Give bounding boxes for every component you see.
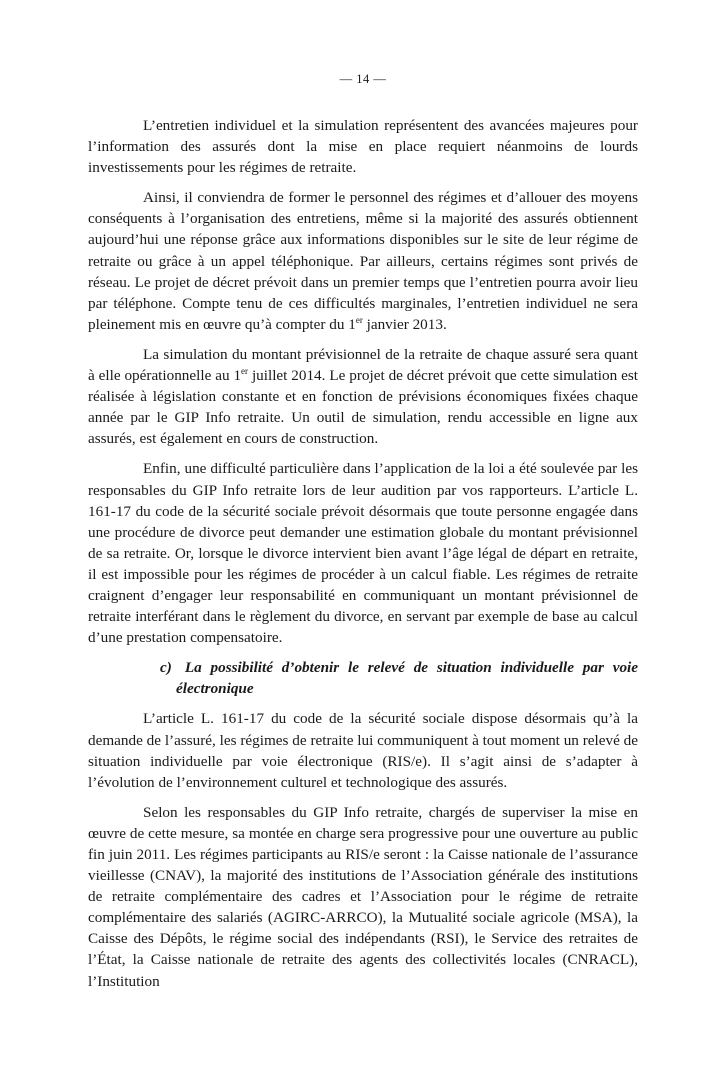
paragraph-2-superscript: er xyxy=(355,314,363,325)
page-number: — 14 — xyxy=(339,72,387,86)
paragraph-6: Selon les responsables du GIP Info retraite, chargés de superviser la mise en œuvre de cette mesure, sa montée en charge sera progressive pour une ouverture au public fin juin 2011. Les régimes participants au RIS/e seront : la Caisse nationale de l’assurance vieillesse (CNAV), la majorité des institutions de l’Association générale des institutions de retraite complémentaire des cadres et l’Association pour le régime de retraite complémentaire des salariés (AGIRC-ARRCO), la Mutualité sociale agricole (MSA), la Caisse des Dépôts, le régime social des indépendants (RSI), le Service des retraites de l’État, la Caisse nationale de retraite des agents des collectivités locales (CNRACL), l’Institution xyxy=(88,803,638,990)
document-body xyxy=(88,115,638,1001)
paragraph-5: L’article L. 161-17 du code de la sécurité sociale dispose désormais qu’à la demande de l’assuré, les régimes de retraite lui communiquent à tout moment un relevé de situation individuelle par voie électronique (RIS/e). Il s’agit ainsi de s’adapter à l’évolution de l’environnement culturel et technologique des assurés. xyxy=(88,710,638,791)
paragraph-4: Enfin, une difficulté particulière dans l’application de la loi a été soulevée par les responsables du GIP Info retraite lors de leur audition par vos rapporteurs. L’article L. 161-17 du code de la sécurité sociale prévoit désormais que toute personne engagée dans une procédure de divorce peut demander une estimation globale du montant prévisionnel de sa retraite. Or, lorsque le divorce intervient bien avant l’âge légal de départ en retraite, il est impossible pour les régimes de procéder à un calcul fiable. Les régimes de retraite craignent d’engager leur responsabilité en communiquant un montant prévisionnel de retraite interférant dans le règlement du divorce, en servant par exemple de base au calcul d’une prestation compensatoire. xyxy=(88,460,638,647)
paragraph-3-superscript: er xyxy=(241,366,249,377)
paragraph-2-text: Ainsi, il conviendra de former le personnel des régimes et d’allouer des moyens conséquents à l’organisation des entretiens, même si la majorité des assurés obtiennent aujourd’hui une réponse grâce aux informations disponibles sur le site de leur régime de retraite ou grâce à un appel téléphonique. Par ailleurs, certains régimes sont privés de réseau. Le projet de décret prévoit dans un premier temps que l’entretien pourra avoir lieu par téléphone. Compte tenu de ces difficultés marginales, l’entretien individuel ne sera pleinement mis en œuvre qu’à compter du 1 xyxy=(88,189,638,333)
section-subheading: c) La possibilité d’obtenir le relevé de situation individuelle par voie électronique xyxy=(160,659,638,698)
subheading-text: La possibilité d’obtenir le relevé de situation individuelle par voie électronique xyxy=(176,659,638,698)
paragraph-2-text-end: janvier 2013. xyxy=(362,315,447,333)
paragraph-1: L’entretien individuel et la simulation représentent des avancées majeures pour l’information des assurés dont la mise en place requiert néanmoins de lourds investissements pour les régimes de retraite. xyxy=(88,117,638,177)
paragraph-3 xyxy=(88,344,638,449)
paragraph-3-text: La simulation du montant prévisionnel de la retraite de chaque assuré sera quant à elle opérationnelle au 1 xyxy=(88,345,638,385)
paragraph-3-text-end: juillet 2014. Le projet de décret prévoit que cette simulation est réalisée à législation constante et en fonction de prévisions économiques fixées chaque année par le GIP Info retraite. Un outil de simulation, rendu accessible en ligne aux assurés, est également en cours de construction. xyxy=(88,367,638,448)
paragraph-2 xyxy=(88,187,638,335)
